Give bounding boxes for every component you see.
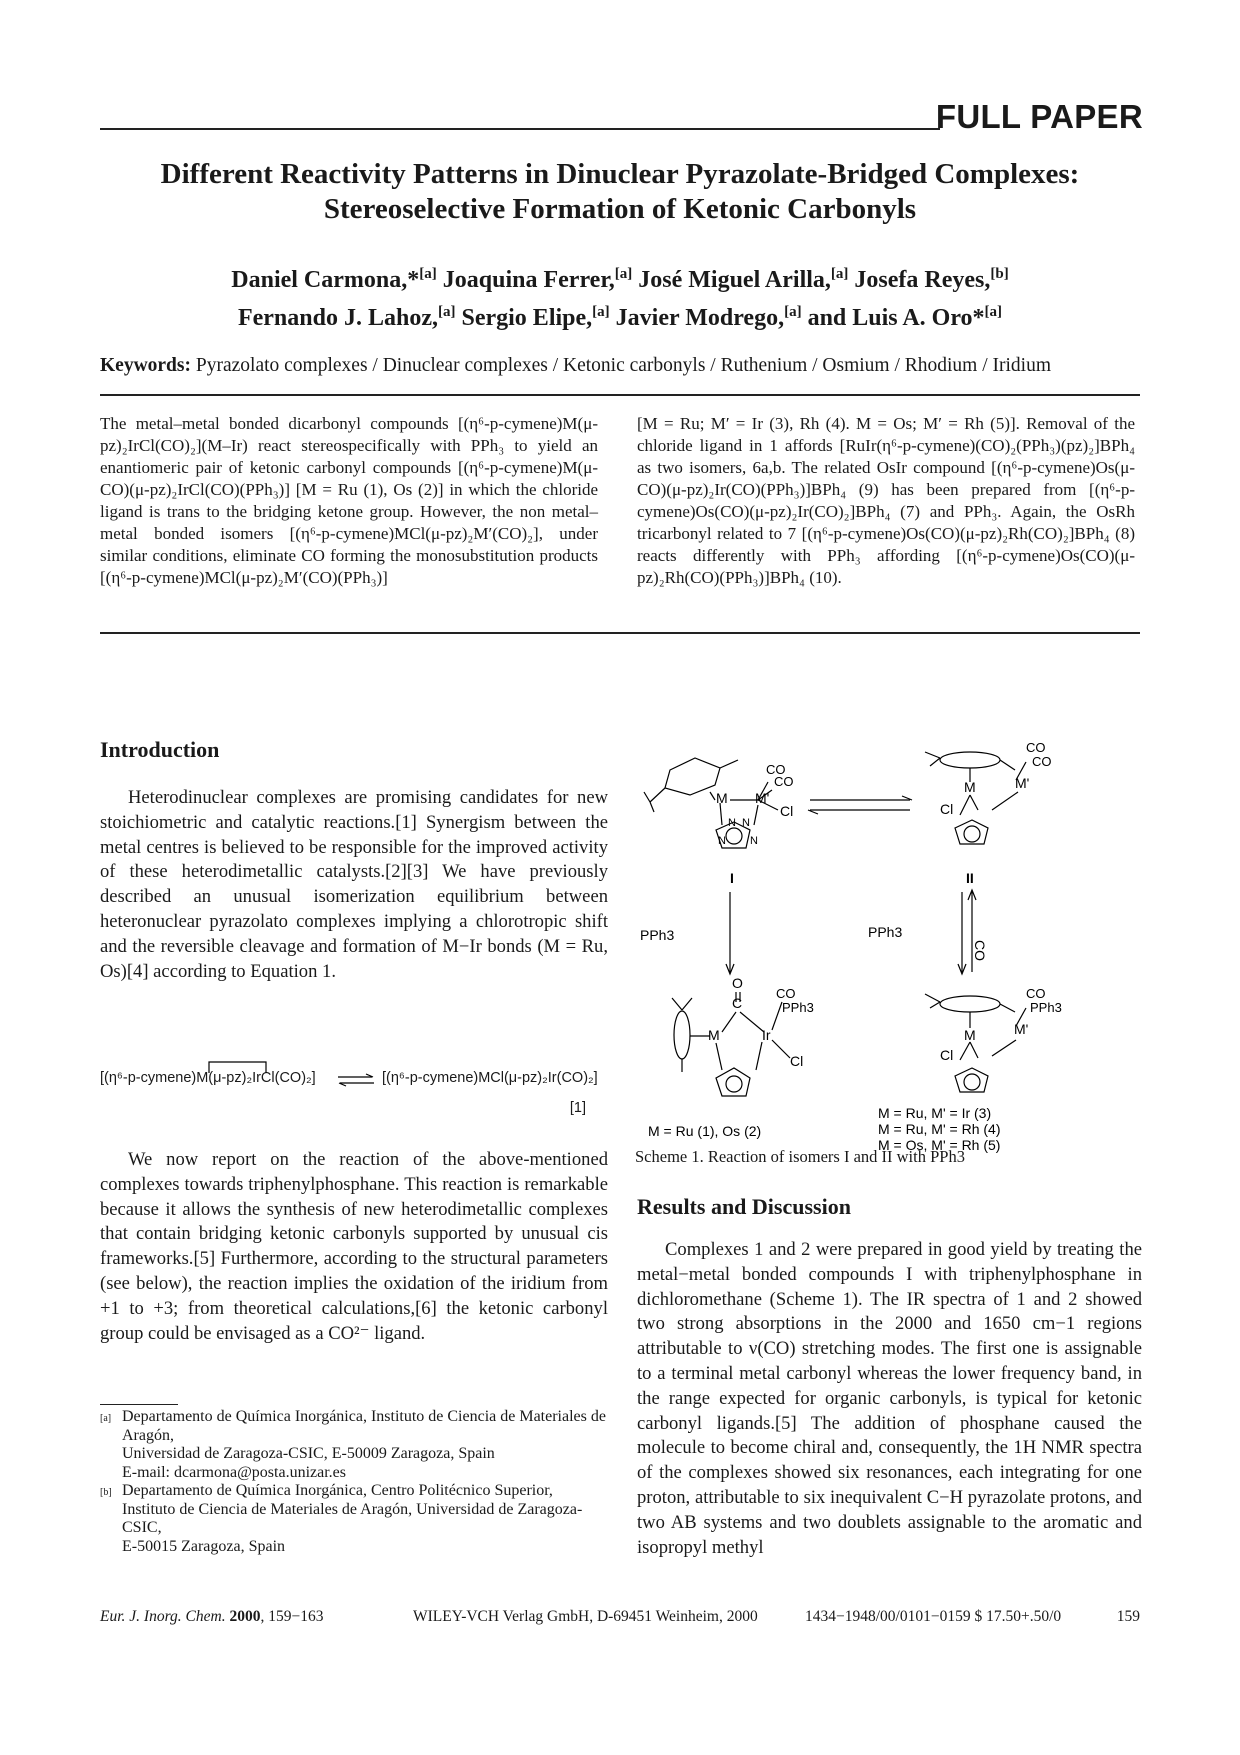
atom-label: CO — [1032, 754, 1052, 769]
author: Josefa Reyes, — [854, 267, 991, 293]
footnote-mark: [b] — [100, 1487, 112, 1498]
atom-label: CO — [1026, 740, 1046, 755]
structure-legend: M = Ru, M' = Ir (3) — [878, 1105, 992, 1121]
scheme-label-I: I — [730, 870, 734, 886]
abstract-bottom-rule — [100, 632, 1140, 634]
atom-label: Ir — [762, 1027, 771, 1043]
structure-legend: M = Ru (1), Os (2) — [648, 1123, 762, 1139]
keywords-label: Keywords: — [100, 355, 191, 376]
structure-legend: M = Os, M' = Rh (5) — [878, 1137, 1001, 1153]
authors-line-2 — [100, 296, 1140, 334]
atom-label: N — [728, 817, 736, 829]
authors-line-1 — [100, 258, 1140, 296]
structure-legend: M = Ru, M' = Rh (4) — [878, 1121, 1001, 1137]
atom-label: Cl — [780, 803, 794, 819]
affiliation-mark: [a] — [784, 304, 802, 320]
affiliation-footnotes — [100, 1408, 608, 1556]
footnote-a — [100, 1408, 608, 1482]
affiliation-mark: [b] — [990, 266, 1009, 282]
author: José Miguel Arilla, — [638, 267, 831, 293]
atom-label: PPh3 — [782, 1000, 814, 1015]
footnote-line: Departamento de Química Inorgánica, Instituto de Ciencia de Materiales de Aragón, — [122, 1408, 606, 1444]
equation-right-side: [(η⁶-p-cymene)MCl(μ-pz)₂Ir(CO)₂] — [382, 1070, 598, 1086]
footnote-mark: [a] — [100, 1413, 112, 1424]
author: and Luis A. Oro* — [807, 305, 985, 331]
atom-label: Cl — [790, 1053, 804, 1069]
affiliation-mark: [a] — [614, 266, 633, 282]
title-line-2: Stereoselective Formation of Ketonic Carbonyls — [323, 193, 917, 225]
abstract-text: The metal–metal bonded dicarbonyl compounds [(η⁶-p-cymene)M(μ-pz)₂IrCl(CO)₂](M–Ir) react stereospecifically with PPh₃ to yield an enantiomeric pair of ketonic carbonyl compounds [(η⁶-p-cymene)M(μ-CO)(μ-pz)₂IrCl(CO)(PPh₃)] [M = Ru (1), Os (2)] in which the chloride ligand is trans to the bridging ketone group. However, the non metal–metal bonded isomers [(η⁶-p-cymene)MCl(μ-pz)₂M′(CO)₂], under similar conditions, eliminate CO forming the monosubstitution products [(η⁶-p-cymene)MCl(μ-pz)₂M′(CO)(PPh₃)] — [100, 414, 598, 587]
results-paragraph-1: Complexes 1 and 2 were prepared in good yield by treating the metal−metal bonded compounds I with triphenylphosphane in dichloromethane (Scheme 1). The IR spectra of 1 and 2 showed two strong absorptions in the 2000 and 1650 cm−1 regions attributable to ν(CO) stretching modes. The first one is assignable to a terminal metal carbonyl whereas the lower frequency band, in the range expected for organic carbonyls, is typical for ketonic carbonyl ligands.[5] The addition of phosphane caused the molecule to become chiral and, consequently, the 1H NMR spectra of the complexes showed six resonances, each integrating for one proton, attributable to six inequivalent C−H pyrazolate protons, and two AB systems and two doublets assignable to the aromatic and isopropyl methyl — [637, 1239, 1142, 1558]
author-list — [100, 258, 1140, 334]
equation-left-side: [(η⁶-p-cymene)M(μ-pz)₂IrCl(CO)₂] — [100, 1070, 316, 1086]
atom-label: M — [716, 790, 728, 806]
affiliation-mark: [a] — [830, 266, 849, 282]
article-title — [100, 157, 1140, 227]
abstract-top-rule — [100, 394, 1140, 396]
journal-pages: , 159−163 — [260, 1608, 324, 1625]
atom-label: M' — [1014, 1021, 1029, 1037]
scheme-1-figure — [640, 740, 1130, 1153]
footnote-b — [100, 1482, 608, 1556]
publisher: WILEY-VCH Verlag GmbH, D-69451 Weinheim, 2000 — [413, 1608, 758, 1625]
section-label: FULL PAPER — [935, 98, 1143, 135]
atom-label: CO — [774, 774, 794, 789]
journal-citation — [100, 1608, 323, 1626]
equilibrium-arrows-icon — [336, 1074, 376, 1086]
footnote-line: Universidad de Zaragoza-CSIC, E-50009 Zaragoza, Spain — [122, 1445, 495, 1462]
atom-label: M' — [755, 790, 770, 806]
section-heading-introduction: Introduction — [100, 737, 220, 762]
footnote-line: Departamento de Química Inorgánica, Centro Politécnico Superior, — [122, 1482, 553, 1499]
reagent-label: PPh3 — [640, 927, 675, 943]
author: Javier Modrego, — [615, 305, 785, 331]
footnote-line: E-50015 Zaragoza, Spain — [122, 1537, 286, 1555]
atom-label: M' — [1015, 775, 1030, 791]
author: Daniel Carmona,* — [231, 267, 420, 293]
scheme-caption: Scheme 1. Reaction of isomers I and II with PPh3 — [635, 1147, 965, 1166]
header-rule — [100, 128, 940, 130]
intro-paragraph-2: We now report on the reaction of the above-mentioned complexes towards triphenylphosphane. This reaction is remarkable because it allows the synthesis of new heterodimetallic complexes that contain bridging ketonic carbonyls supported by unusual cis frameworks.[5] Furthermore, according to the structural parameters (see below), the reaction implies the oxidation of the iridium from +1 to +3; from theoretical calculations,[6] the ketonic carbonyl group could be envisaged as a CO²⁻ ligand. — [100, 1149, 608, 1344]
abstract-right-column — [637, 413, 1135, 589]
abstract-text: [M = Ru; M′ = Ir (3), Rh (4). M = Os; M′ = Rh (5)]. Removal of the chloride ligand in 1 affords [RuIr(η⁶-p-cymene)(CO)₂(PPh₃)(pz)₂]BPh₄ as two isomers, 6a,b. The related OsIr compound [(η⁶-p-cymene)Os(μ-CO)(μ-pz)₂Ir(CO)(PPh₃)]BPh₄ (9) has been prepared from [(η⁶-p-cymene)Os(CO)(μ-pz)₂Ir(CO)₂]BPh₄ (7) and PPh₃. Again, the OsRh tricarbonyl related to 7 [(η⁶-p-cymene)Os(CO)(μ-pz)₂Rh(CO)₂]BPh₄ (8) reacts differently with PPh₃ affording [(η⁶-p-cymene)Os(CO)(μ-pz)₂Rh(CO)(PPh₃)]BPh₄ (10). — [637, 414, 1135, 587]
atom-label: CO — [776, 986, 796, 1001]
atom-label: M — [964, 1027, 976, 1043]
title-line-1: Different Reactivity Patterns in Dinuclear Pyrazolate-Bridged Complexes: — [160, 158, 1080, 190]
atom-label: Cl — [940, 801, 954, 817]
intro-paragraph-1: Heterodinuclear complexes are promising candidates for new stoichiometric and catalytic reactions.[1] Synergism between the metal centres is believed to be responsible for the improved activity of these heterodimetallic catalysts.[2][3] We have previously described an unusual isomerization equilibrium between heteronuclear pyrazolato complexes implying a chlorotropic shift and the reversible cleavage and formation of M−Ir bonds (M = Ru, Os)[4] according to Equation 1. — [100, 787, 608, 982]
atom-label: M — [708, 1027, 720, 1043]
author: Fernando J. Lahoz, — [237, 305, 438, 331]
footnote-rule — [100, 1404, 178, 1405]
reverse-reagent-label: CO — [972, 940, 988, 961]
keywords — [100, 354, 1140, 378]
atom-label: Cl — [940, 1047, 954, 1063]
abstract-left-column — [100, 413, 598, 589]
equation-number: [1] — [569, 1100, 586, 1116]
atom-label: CO — [1026, 986, 1046, 1001]
issn-price: 1434−1948/00/0101−0159 $ 17.50+.50/0 — [805, 1608, 1062, 1625]
reagent-label: PPh3 — [868, 924, 903, 940]
equilibrium-arrows-icon — [808, 796, 912, 814]
author: Joaquina Ferrer, — [442, 267, 615, 293]
author: Sergio Elipe, — [461, 305, 593, 331]
journal-year: 2000 — [229, 1608, 261, 1625]
atom-label: PPh3 — [1030, 1000, 1062, 1015]
equation-1 — [100, 1058, 600, 1118]
affiliation-mark: [a] — [592, 304, 610, 320]
reversible-arrows-icon — [958, 890, 976, 974]
atom-label: CO — [766, 762, 786, 777]
journal-name: Eur. J. Inorg. Chem. — [100, 1608, 226, 1625]
atom-label: O — [732, 975, 743, 991]
structure-1-2 — [672, 992, 790, 1096]
atom-label: N — [750, 835, 758, 847]
metal-bond-bracket — [208, 1060, 268, 1074]
atom-label: N — [718, 835, 726, 847]
section-heading-results: Results and Discussion — [637, 1194, 851, 1219]
atom-label: N — [742, 817, 750, 829]
footnote-line: Instituto de Ciencia de Materiales de Aragón, Universidad de Zaragoza-CSIC, — [122, 1500, 583, 1536]
structure-3-4-5 — [925, 994, 1029, 1092]
atom-label: M — [964, 779, 976, 795]
atom-label: C — [732, 995, 743, 1011]
reaction-arrow-icon — [726, 892, 734, 974]
affiliation-mark: [a] — [437, 304, 456, 320]
affiliation-mark: [a] — [984, 304, 1003, 320]
footnote-line: E-mail: dcarmona@posta.unizar.es — [122, 1463, 346, 1481]
structure-II — [925, 752, 1026, 844]
scheme-label-II: II — [966, 870, 974, 886]
keywords-text: Pyrazolato complexes / Dinuclear complexes / Ketonic carbonyls / Ruthenium / Osmium / Rhodium / Iridium — [195, 355, 1052, 376]
page-number: 159 — [1116, 1608, 1140, 1625]
affiliation-mark: [a] — [419, 266, 437, 282]
